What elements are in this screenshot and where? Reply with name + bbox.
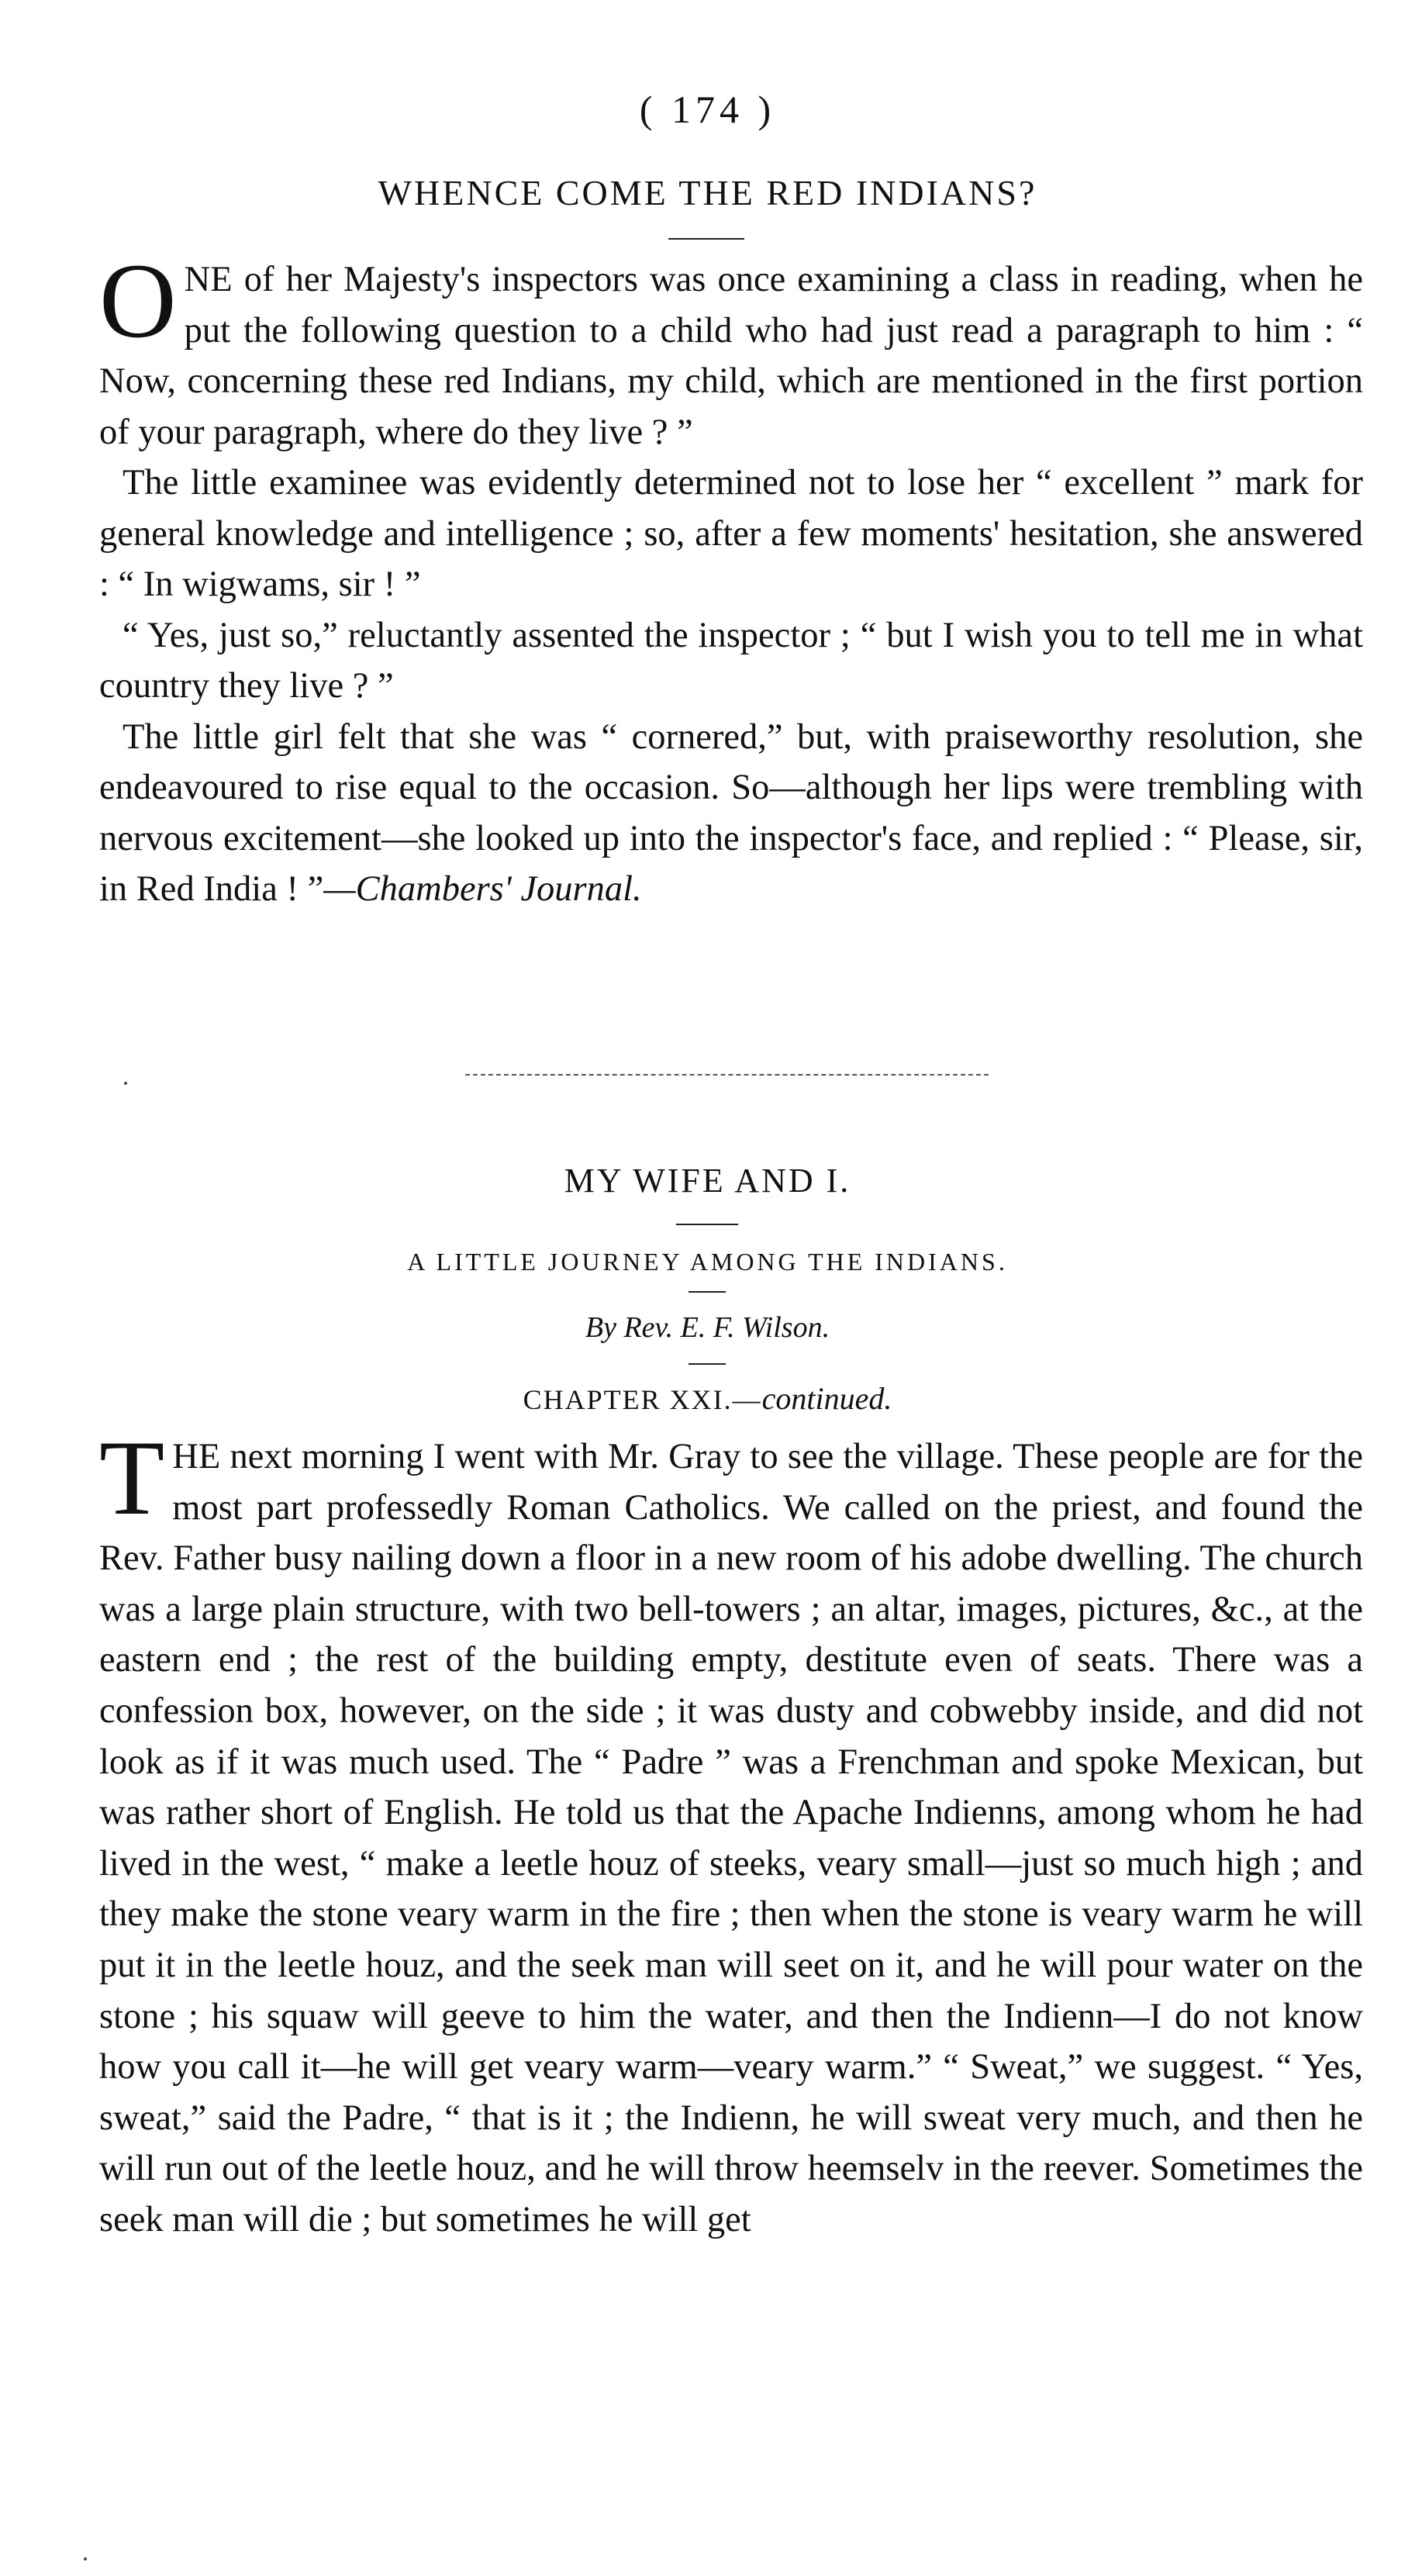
title-rule (676, 1224, 738, 1225)
subtitle-rule (689, 1291, 726, 1293)
byline-rule (689, 1363, 726, 1365)
print-speck (84, 2557, 87, 2560)
paragraph (99, 712, 1363, 915)
chapter-heading (0, 1380, 1415, 1417)
byline: By Rev. E. F. Wilson. (585, 1311, 830, 1344)
section-divider (465, 1074, 989, 1076)
article-title: MY WIFE AND I. (564, 1162, 851, 1200)
page-number: ( 174 ) (639, 88, 776, 131)
paragraph: “ Yes, just so,” reluctantly assented the inspector ; “ but I wish you to tell me in what country they live ? ” (99, 615, 1363, 706)
paragraph-text: The little girl felt that she was “ cornered,” but, with praiseworthy resolution, she endeavoured to rise equal to the occasion. So—although her lips were trembling with nervous excitement—she looked up into the inspector's face, and replied : “ Please, sir, in Red India ! ” (99, 717, 1363, 909)
article-subtitle: A LITTLE JOURNEY AMONG THE INDIANS. (407, 1248, 1008, 1276)
title-rule (668, 238, 744, 240)
paragraph: The little examinee was evidently determined not to lose her “ excellent ” mark for general knowledge and intelligence ; so, after a few moments' hesitation, she answered : “ In wigwams, sir ! ” (99, 463, 1363, 604)
paragraph (99, 1418, 1363, 2246)
paragraph-text: HE next morning I went with Mr. Gray to see the village. These people are for the most part professedly Roman Catholics. We called on the priest, and found the Rev. Father busy nailing down a floor in a new room of his adobe dwelling. The church was a large plain structure, with two bell-towers ; an altar, images, pictures, &c., at the eastern end ; the rest of the building empty, destitute even of seats. There was a confession box, however, on the side ; it was dusty and cobwebby inside, and did not look as if it was much used. The “ Padre ” was a Frenchman and spoke Mexican, but was rather short of English. He told us that the Apache Indienns, among whom he had lived in the west, “ make a leetle houz of steeks, veary small—just so much high ; and they make the stone veary warm in the fire ; then when the stone is veary warm he will put it in the leetle houz, and the seek man will seet on it, and he will pour water on the stone ; his squaw will geeve to him the water, and then the Indienn—I do not know how you call it—he will get veary warm—veary warm.” “ Sweat,” we suggest. “ Yes, sweat,” said the Padre, “ that is it ; the Indienn, he will sweat very much, and then he will run out of the leetle houz, and he will throw heemselv in the reever. Sometimes the seek man will die ; but sometimes he will get (99, 1437, 1363, 2239)
drop-cap: O (99, 241, 177, 360)
paragraph-text: NE of her Majesty's inspectors was once examining a class in reading, when he put the following question to a child who had just read a paragraph to him : “ Now, concerning these red Indians, my child, which are mentioned in the first portion of your paragraph, where do they live ? ” (99, 260, 1363, 452)
paragraph (99, 241, 1363, 458)
chapter-continued: continued. (761, 1381, 892, 1416)
drop-cap: T (99, 1418, 165, 1537)
article-body (99, 1418, 1363, 2246)
chapter-label: CHAPTER XXI.— (523, 1384, 762, 1415)
print-speck (124, 1082, 127, 1085)
source-citation: —Chambers' Journal. (323, 869, 642, 909)
article-title: WHENCE COME THE RED INDIANS? (378, 173, 1037, 212)
article-body (99, 241, 1363, 915)
